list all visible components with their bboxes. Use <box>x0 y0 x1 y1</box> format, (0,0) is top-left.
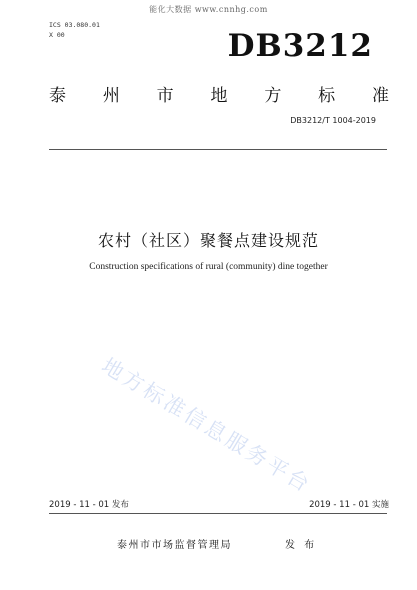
top-divider <box>49 149 387 150</box>
implementation-date: 2019 - 11 - 01 实施 <box>309 500 389 510</box>
issue-date: 2019 - 11 - 01 发布 <box>49 500 129 510</box>
org-char: 泰 <box>49 86 66 106</box>
org-char: 地 <box>210 86 228 106</box>
watermark: 地方标准信息服务平台 <box>97 353 316 498</box>
org-char: 标 <box>318 86 336 106</box>
document-title-en: Construction specifications of rural (community) dine together <box>89 262 328 272</box>
ccs-code: X 00 <box>49 31 65 39</box>
document-title-cn: 农村（社区）聚餐点建设规范 <box>97 231 319 250</box>
org-char: 市 <box>156 86 174 106</box>
org-char: 准 <box>371 86 389 106</box>
bottom-divider <box>49 513 387 514</box>
standard-code-large: DB3212 <box>227 28 373 64</box>
site-header: 能化大数据 www.cnnhg.com <box>149 5 268 14</box>
standard-number: DB3212/T 1004-2019 <box>290 116 376 125</box>
org-char: 州 <box>102 86 120 106</box>
issuing-organization <box>49 81 389 106</box>
org-char: 方 <box>264 86 282 106</box>
ics-code: ICS 03.080.01 <box>49 21 100 29</box>
publish-verb: 发 布 <box>285 540 318 551</box>
publisher: 泰州市市场监督管理局 <box>117 540 232 551</box>
